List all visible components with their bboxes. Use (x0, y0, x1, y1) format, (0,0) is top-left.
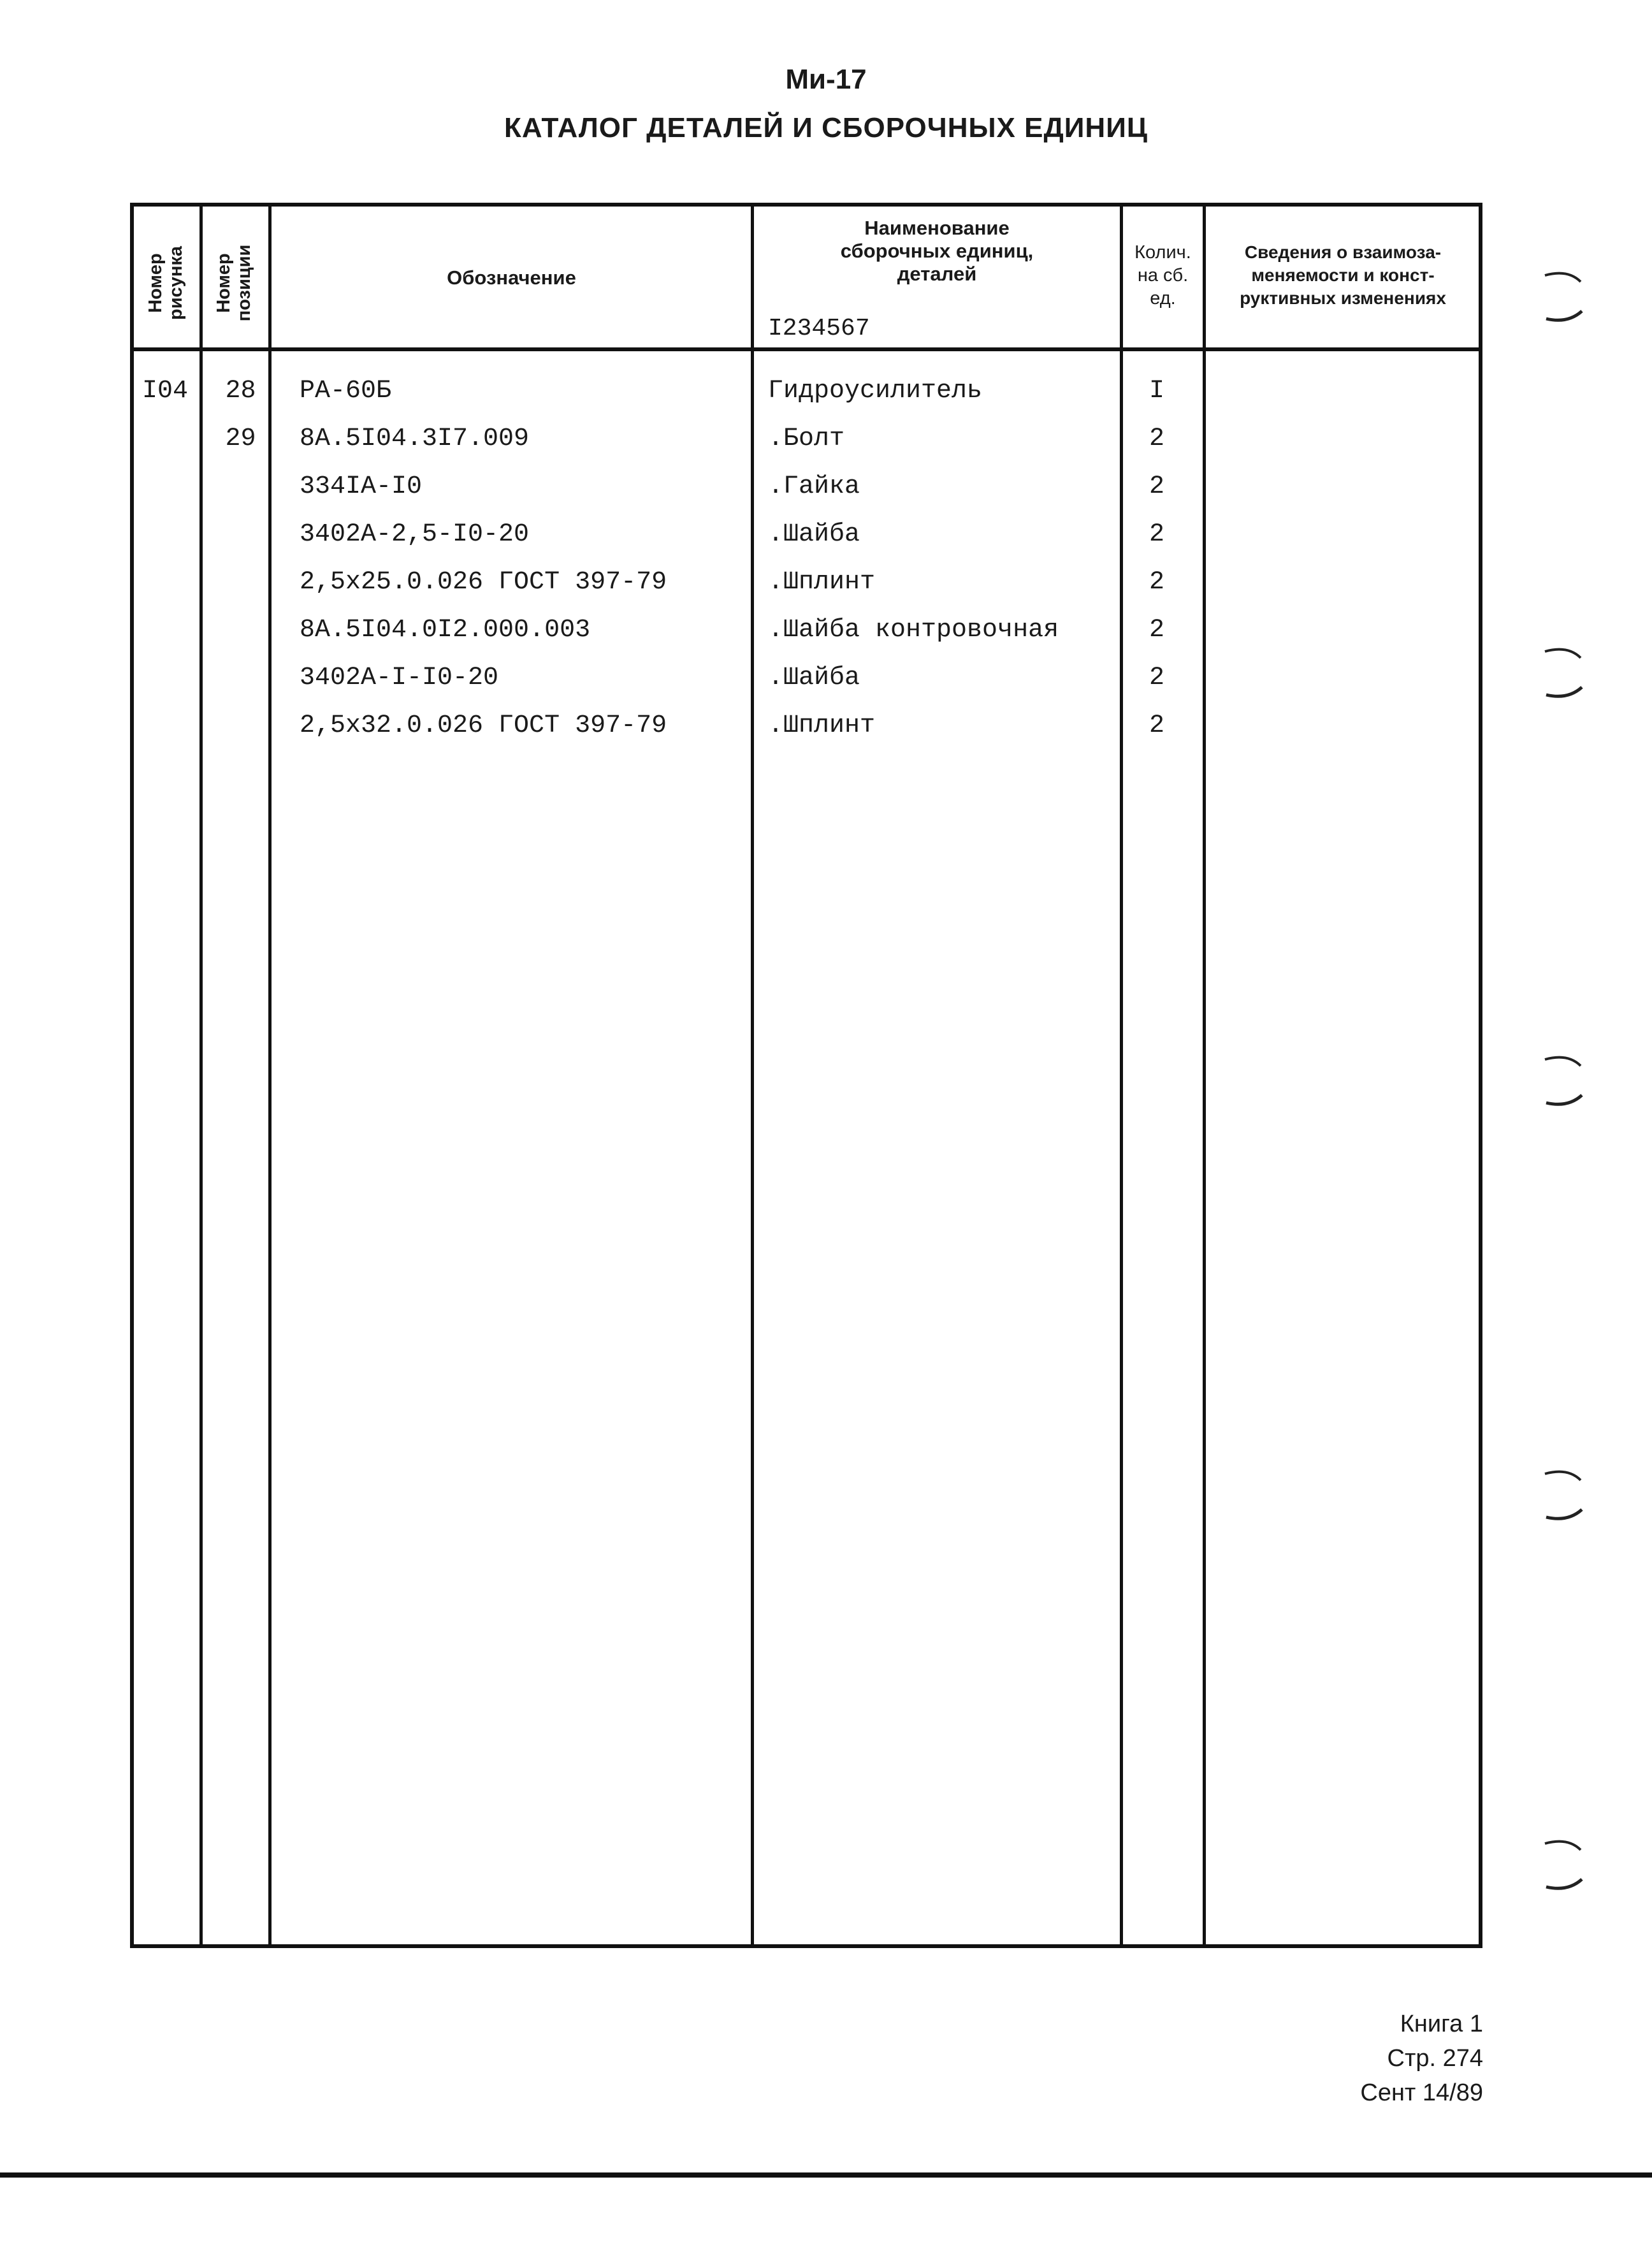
quantity-cell: 2 (1148, 472, 1164, 501)
footer-page: Стр. 274 (1387, 2045, 1483, 2072)
header-position-number: Номер позиции (214, 244, 254, 322)
designation-cell: 2,5х25.0.026 ГОСТ 397-79 (300, 568, 667, 597)
quantity-cell: 2 (1148, 425, 1164, 453)
quantity-cell: 2 (1148, 568, 1164, 597)
footer-book: Книга 1 (1400, 2011, 1483, 2037)
designation-cell: 2,5х32.0.026 ГОСТ 397-79 (300, 711, 667, 740)
quantity-cell: 2 (1148, 616, 1164, 644)
position-number-cell: 28 (225, 377, 256, 405)
name-cell: .Шайба контровочная (768, 616, 1059, 644)
name-cell: .Шплинт (768, 711, 876, 740)
header-designation: Обозначение (447, 266, 576, 289)
column-divider (199, 203, 203, 1948)
designation-cell: 334IА-I0 (300, 472, 423, 501)
quantity-cell: 2 (1148, 711, 1164, 740)
bottom-rule (0, 2172, 1652, 2178)
header-name: Наименование сборочных единиц, деталей (840, 217, 1034, 285)
footer-date: Сент 14/89 (1360, 2079, 1483, 2106)
model-title: Ми-17 (785, 64, 867, 95)
punch-hole-icon (1542, 268, 1593, 325)
name-cell: .Гайка (768, 472, 860, 501)
name-cell: Гидроусилитель (768, 377, 983, 405)
punch-hole-icon (1542, 1466, 1593, 1524)
designation-cell: РА-60Б (300, 377, 392, 405)
quantity-cell: I (1148, 377, 1164, 405)
header-figure-number: Номер рисунка (145, 246, 186, 320)
punch-hole-icon (1542, 1052, 1593, 1109)
name-cell: .Шайба (768, 520, 860, 549)
designation-cell: 8А.5I04.3I7.009 (300, 425, 530, 453)
punch-hole-icon (1542, 1836, 1593, 1893)
designation-cell: 3402А-I-I0-20 (300, 664, 499, 692)
column-divider (1203, 203, 1206, 1948)
quantity-cell: 2 (1148, 520, 1164, 549)
designation-cell: 3402А-2,5-I0-20 (300, 520, 530, 549)
header-name-indent: I234567 (768, 315, 870, 342)
punch-hole-icon (1542, 644, 1593, 701)
column-divider (1120, 203, 1123, 1948)
name-cell: .Шайба (768, 664, 860, 692)
column-divider (751, 203, 754, 1948)
header-quantity: Колич. на сб. ед. (1134, 242, 1191, 309)
header-divider (130, 347, 1482, 351)
column-divider (268, 203, 272, 1948)
designation-cell: 8А.5I04.0I2.000.003 (300, 616, 591, 644)
quantity-cell: 2 (1148, 664, 1164, 692)
position-number-cell: 29 (225, 425, 256, 453)
figure-number-cell: I04 (141, 377, 188, 405)
header-interchangeability: Сведения о взаимоза- меняемости и конст- руктивных изменениях (1240, 242, 1446, 308)
name-cell: .Шплинт (768, 568, 876, 597)
name-cell: .Болт (768, 425, 845, 453)
catalog-title: КАТАЛОГ ДЕТАЛЕЙ И СБОРОЧНЫХ ЕДИНИЦ (504, 112, 1148, 143)
parts-table-frame (130, 203, 1482, 1948)
